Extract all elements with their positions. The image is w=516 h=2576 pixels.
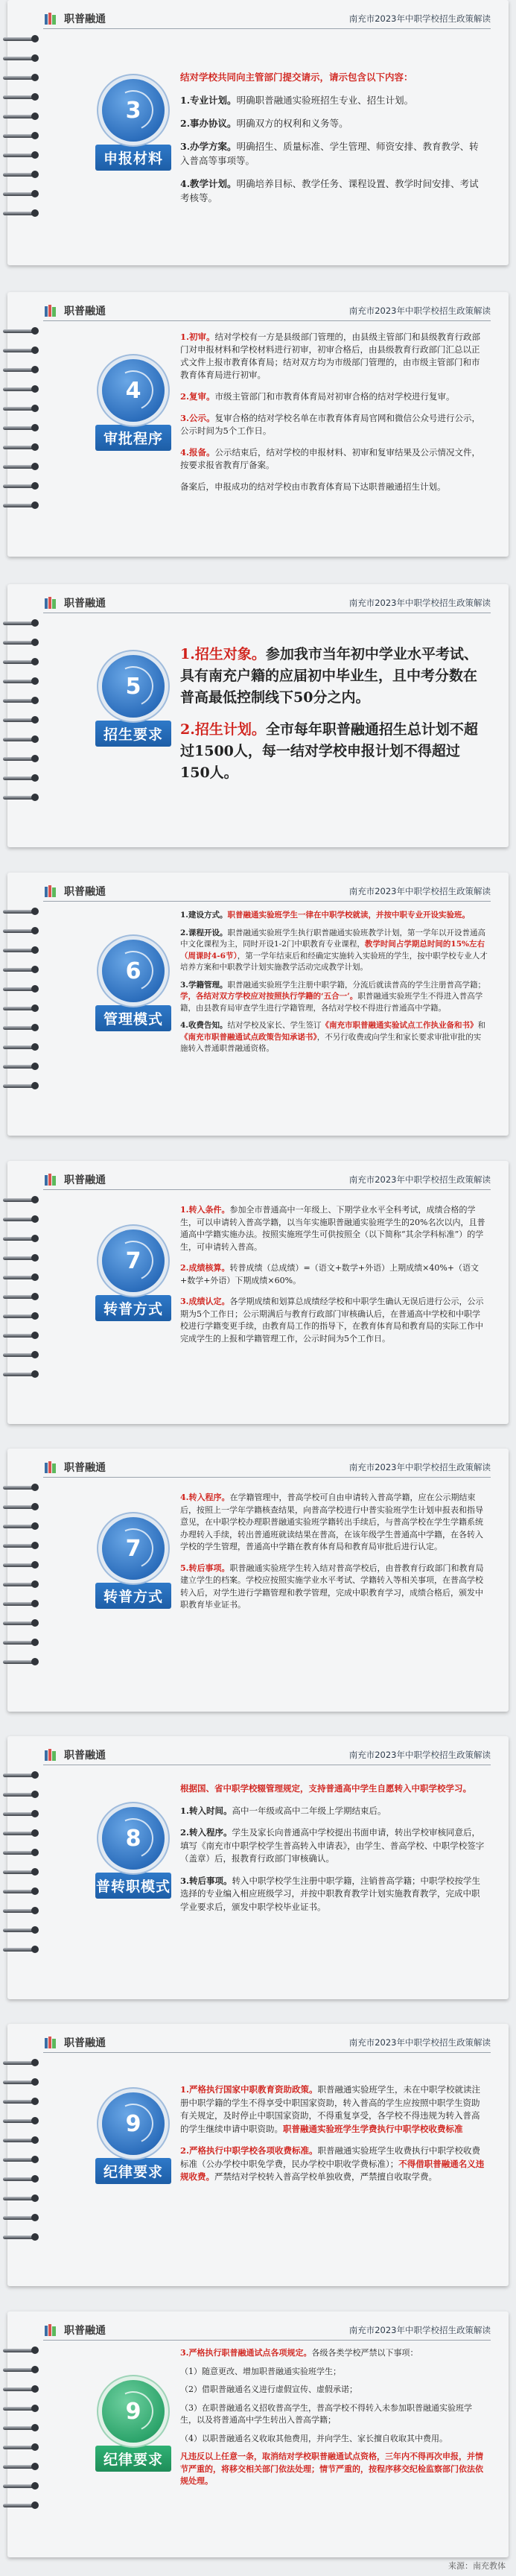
section-content (180, 2347, 488, 2488)
books-icon (43, 1747, 58, 1762)
section-card-5 (7, 1161, 509, 1424)
card-header (43, 9, 491, 29)
books-icon (43, 2035, 58, 2050)
list-item: 4.报备。公示结束后，结对学校的申报材料、初审和复审结果及公示情况文件，按要求报省教育厅备案。 (180, 447, 481, 470)
section-number: 3 (125, 97, 141, 124)
list-item: 2.复审。市级主管部门和市教育体育局对初审合格的结对学校进行复审。 (180, 391, 455, 402)
list-item: 4.教学计划。明确培养目标、教学任务、课程设置、教学时间安排、考试考核等。 (180, 178, 479, 203)
spiral-binding (3, 2341, 39, 2516)
section-label: 管理模式 (95, 1005, 171, 1031)
brand-label: 职普融通 (64, 2325, 106, 2337)
books-icon (43, 303, 58, 318)
brand-label: 职普融通 (64, 1462, 106, 1474)
spiral-binding (3, 1766, 39, 1960)
list-item: 2.成绩核算。转普成绩（总成绩）=（语文+数学+外语）上期成绩×40%+（语文+数学+外语）下期成绩×60%。 (180, 1263, 480, 1285)
section-label: 纪律要求 (95, 2158, 171, 2184)
list-item: 3.公示。复审合格的结对学校名单在市教育体育局官网和微信公众号进行公示，公示时间为5个工作日。 (180, 413, 481, 436)
section-note: 备案后，申报成功的结对学校由市教育体育局下达职普融通招生计划。 (180, 481, 446, 492)
list-item: 4.转入程序。在学籍管理中，普高学校可自由申请转入普高学籍，应在公示期结束后，按照上一学年学籍核查结果，向普高学校进行中普实验班学生计划申报表和指导意见，在中职学校办理职普融通实验班学籍转出手续后，与普高学校在学生学籍系统办理转入手续，转出普通班就读结果在普高，在该年级学生普通高中学籍，在各转入学校的学生管理，普通高中学籍在教育体育局和教育局审批后进行认定。 (180, 1493, 483, 1551)
doc-title: 南充市2023年中职学校招生政策解读 (348, 1174, 491, 1185)
section-intro: 根据国、省中职学校辍管理规定，支持普通高中学生自愿转入中职学校学习。 (180, 1783, 471, 1794)
number-circle (102, 79, 165, 142)
list-item: （1）随意更改、增加职普融通实验班学生； (180, 2366, 341, 2376)
card-header (43, 1458, 491, 1478)
section-content (180, 331, 488, 502)
number-circle (102, 359, 165, 422)
list-item: 3.办学方案。明确招生、质量标准、学生管理、师资安排、教育教学、转入普高等事项等。 (180, 141, 479, 166)
list-item: 2.事办协议。明确双方的权利和义务等。 (180, 118, 348, 129)
section-content (180, 1492, 488, 1621)
section-label: 审批程序 (95, 425, 171, 451)
number-circle (102, 1807, 165, 1870)
list-item: 3.成绩认定。各学期成绩和划算总成绩经学校和中职学生确认无误后进行公示，公示期为5个工作日；公示期满后与教育行政部门审核确认后，在普通高中学校和中职学校进行学籍变更手续，由教育局工作的指导下，在教育体育局和教育局的实际工作中完成学生的上报和学籍管理工作，公示时间为5个工作日。 (180, 1297, 484, 1344)
doc-title: 南充市2023年中职学校招生政策解读 (348, 2325, 491, 2335)
section-badge (95, 359, 171, 451)
list-item: 4.收费告知。结对学校及家长、学生签订《南充市职普融通实验试点工作执业备和书》和《南充市职普融通试点政策告知承诺书》，不另行收费或向学生和家长要求审批审批的实施转入普通职普融通资格。 (180, 1021, 485, 1053)
section-number: 9 (125, 2110, 141, 2137)
section-label: 转普方式 (95, 1295, 171, 1321)
brand-label: 职普融通 (64, 13, 106, 25)
brand-label: 职普融通 (64, 886, 106, 898)
brand-label: 职普融通 (64, 598, 106, 610)
number-circle (102, 2380, 165, 2443)
list-item: （2）借职普融通名义进行虚假宣传、虚假承诺； (180, 2384, 357, 2394)
card-header (43, 2033, 491, 2053)
section-card-2 (7, 292, 509, 557)
card-header (43, 1745, 491, 1765)
doc-title: 南充市2023年中职学校招生政策解读 (348, 598, 491, 608)
section-card-1 (7, 0, 509, 265)
doc-title: 南充市2023年中职学校招生政策解读 (348, 13, 491, 24)
spiral-binding (3, 902, 39, 1096)
card-header (43, 593, 491, 613)
number-circle (102, 940, 165, 1002)
section-badge (95, 2380, 171, 2472)
spiral-binding (3, 1478, 39, 1672)
list-item: 3.转后事项。转入中职学校学生注册中职学籍，注销普高学籍；中职学校按学生选择的专业编入相应班级学习，并按中职教育教学计划实施教育教学，完成中职学业要求后，颁发中职学校毕业证书。 (180, 1875, 481, 1912)
card-header (43, 1170, 491, 1190)
section-label: 转普方式 (95, 1583, 171, 1609)
section-label: 招生要求 (95, 721, 171, 747)
section-number: 5 (125, 673, 141, 700)
list-item: 5.转后事项。职普融通实验班学生转入结对普高学校后，由普教育行政部门和教育局建立学生的档案。学校应按照实施学业水平考试、学籍转入等相关事项，在普高学校转入后，对学生进行学籍管理和教学管理，完成中职教育学习，成绩合格后，颁发中职教育毕业证书。 (180, 1563, 484, 1610)
list-item: 1.转入时间。高中一年级或高中二年级上学期结束后。 (180, 1805, 386, 1816)
books-icon (43, 2323, 58, 2338)
section-label: 申报材料 (95, 145, 171, 171)
doc-title: 南充市2023年中职学校招生政策解读 (348, 1462, 491, 1472)
section-badge (95, 2092, 171, 2184)
brand-label: 职普融通 (64, 1174, 106, 1186)
section-card-6 (7, 1449, 509, 1712)
section-badge (95, 1230, 171, 1321)
section-card-3 (7, 584, 509, 847)
section-card-7 (7, 1736, 509, 1999)
section-badge (95, 1807, 171, 1899)
list-item: 1.转入条件。参加全市普通高中一年级上、下期学业水平全科考试，成绩合格的学生，可以申请转入普高学籍，以当年实施职普融通实验班学生的20%名次以内，且普通高中学籍实施办法。按照实施班学生可供按照全（以下简称“其余学科标准”）的学生，可申请转入普高。 (180, 1205, 485, 1252)
section-content (180, 644, 488, 794)
spiral-binding (3, 614, 39, 808)
section-badge (95, 940, 171, 1031)
number-circle (102, 1517, 165, 1580)
list-item: 1.招生对象。参加我市当年初中学业水平考试、具有南充户籍的应届初中毕业生，且中考分数在普高最低控制线下50分之内。 (180, 646, 478, 706)
section-number: 7 (125, 1247, 141, 1274)
card-header (43, 301, 491, 321)
source-credit: 来源：南充教体 (448, 2561, 506, 2571)
list-item: 1.建设方式。职普融通实验班学生一律在中职学校就读，并按中职专业开设实验班。 (180, 911, 470, 920)
section-card-8 (7, 2024, 509, 2286)
section-badge (95, 79, 171, 171)
section-card-4 (7, 873, 509, 1136)
list-item: 1.初审。结对学校有一方是县级部门管理的，由县级主管部门和县级教育行政部门对申报材料和学校材料进行初审，初审合格后，由县级教育行政部门汇总以正式文件上报市教育体育局；结对双方均为市级部门管理的，由市级主管部门和市教育体育局进行初审。 (180, 332, 481, 380)
section-label: 普转职模式 (95, 1873, 171, 1899)
list-item: （3）在职普融通名义招收普高学生，普高学校不得转入未参加职普融通实验班学生，以及将普通高中学生转出入普高学籍； (180, 2402, 472, 2425)
books-icon (43, 884, 58, 899)
section-badge (95, 655, 171, 747)
list-item: 2.招生计划。全市每年职普融通招生总计划不超过1500人，每一结对学校申报计划不得超过150人。 (180, 721, 478, 781)
doc-title: 南充市2023年中职学校招生政策解读 (348, 306, 491, 316)
books-icon (43, 1172, 58, 1187)
section-content (180, 2083, 488, 2193)
list-item: 2.课程开设。职普融通实验班学生执行职普融通实验班教学计划，第一学年以开设普通高中文化课程为主，同时开设1-2门中职教育专业课程，教学时间占学期总时间的15%左右（周课时4-6节），第一学年结束后和经确定实施转入实验班的学生，按中职学校专业人才培养方案和中职教学计划实施教学活动完成教学计划。 (180, 928, 488, 972)
section-number: 9 (125, 2398, 141, 2425)
section-content (180, 1204, 488, 1354)
number-circle (102, 2092, 165, 2155)
list-item: 2.严格执行中职学校各项收费标准。职普融通实验班学生收费执行中职学校收费标准（公办学校中职免学费，民办学校中职收学费标准）；不得借职普融通名义违规收费。严禁结对学校转入普高学校单独收费，严禁擅自收取学费。 (180, 2145, 485, 2182)
section-content (180, 910, 488, 1061)
spiral-binding (3, 1191, 39, 1384)
books-icon (43, 1460, 58, 1475)
section-number: 4 (125, 377, 141, 404)
books-icon (43, 595, 58, 610)
spiral-binding (3, 2054, 39, 2247)
section-content (180, 1782, 488, 1922)
books-icon (43, 11, 58, 26)
brand-label: 职普融通 (64, 1750, 106, 1762)
card-header (43, 2320, 491, 2341)
warning-text: 凡违反以上任意一条，取消结对学校职普融通试点资格，三年内不得再次申报，并情节严重的，将移交相关部门依法处理；情节严重的，按程序移交纪检监察部门依法依规处理。 (180, 2452, 483, 2486)
list-item: （4）以职普融通名义收取其他费用，并向学生、家长擅自收取其中费用。 (180, 2433, 447, 2443)
section-number: 7 (125, 1535, 141, 1562)
section-number: 8 (125, 1825, 141, 1852)
card-header (43, 882, 491, 902)
doc-title: 南充市2023年中职学校招生政策解读 (348, 2037, 491, 2048)
list-item: 1.严格执行国家中职教育资助政策。职普融通实验班学生，未在中职学校就读注册中职学籍的学生不得享受中职国家资助，转入普高的学生应按照中职学生资助有关规定，及时停止中职国家资助，不得重复享受，各学校不得违规为转入普高的学生继续申请中职资助。职普融通实验班学生学费执行中职学校收费标准 (180, 2084, 481, 2134)
spiral-binding (3, 322, 39, 516)
number-circle (102, 655, 165, 718)
doc-title: 南充市2023年中职学校招生政策解读 (348, 886, 491, 896)
section-badge (95, 1517, 171, 1609)
section-content (180, 70, 488, 214)
section-label: 纪律要求 (95, 2446, 171, 2472)
section-intro: 3.严格执行职普融通试点各项规定。各级各类学校严禁以下事项： (180, 2348, 418, 2358)
section-card-9 (7, 2311, 509, 2557)
list-item: 3.学籍管理。职普融通实验班学生注册中职学籍，分流后就读普高的学生注册普高学籍；学，各结对双方学校应对按照执行学籍的‘五合一’。职普融通实验班学生不得进入普高学籍，由县教育局审查学生进行学籍管理，各结对学校不得进行普通高中学籍。 (180, 980, 485, 1013)
section-intro: 结对学校共同向主管部门提交请示，请示包含以下内容： (180, 72, 413, 83)
brand-label: 职普融通 (64, 306, 106, 317)
brand-label: 职普融通 (64, 2037, 106, 2049)
list-item: 2.转入程序。学生及家长向普通高中学校提出书面申请，转出学校审核同意后，填写《南充市中职学校学生普高转入申请表》，由学生、普高学校、中职学校签字（盖章）后，报教育行政部门审核确认。 (180, 1827, 485, 1864)
section-number: 6 (125, 958, 141, 984)
spiral-binding (3, 30, 39, 224)
number-circle (102, 1230, 165, 1292)
list-item: 1.专业计划。明确职普融通实验班招生专业、招生计划。 (180, 95, 414, 106)
doc-title: 南充市2023年中职学校招生政策解读 (348, 1750, 491, 1760)
